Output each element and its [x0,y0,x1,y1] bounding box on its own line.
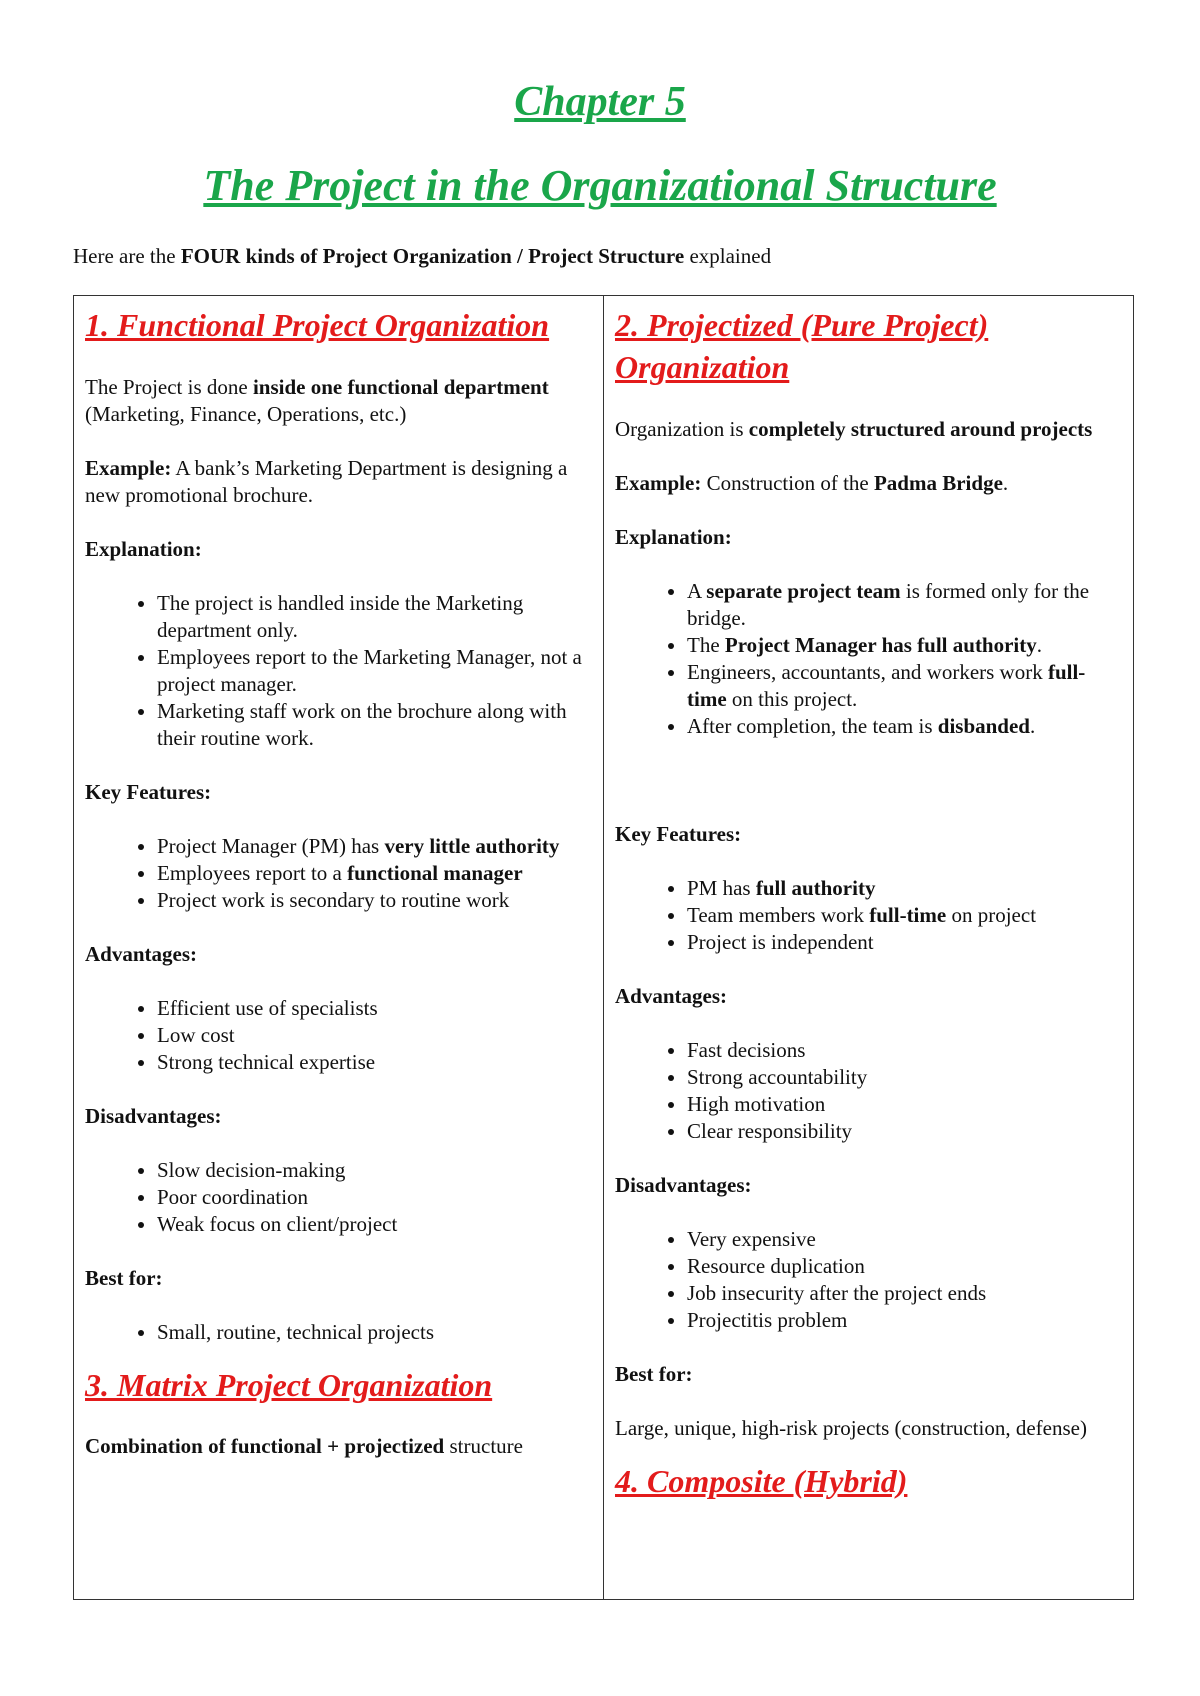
item-text: A [687,579,707,603]
item-text: . [1036,633,1043,657]
features-label-text: Key Features: [615,822,742,846]
matrix-description [85,1433,592,1460]
list-item: • Job insecurity after the project ends [687,1280,1122,1307]
matrix-desc-text: structure [444,1434,523,1458]
list-item [687,875,1122,902]
list-item: • Resource duplication [687,1253,1122,1280]
example-label: Example: [85,456,172,480]
list-item: • Very expensive [687,1226,1122,1253]
desc-part: The Project is done [85,375,253,399]
list-item [687,902,1122,929]
example-text: Construction of the [701,471,874,495]
projectized-bestfor: Large, unique, high-risk projects (construction, defense) [615,1416,1087,1440]
intro-suffix: explained [684,244,772,268]
item-text: After completion, the team is [687,714,938,738]
explanation-label-text: Explanation: [615,525,732,549]
list-item [157,860,592,887]
list-item: • Low cost [157,1022,592,1049]
projectized-description [615,416,1122,443]
item-text: on project [946,903,1037,927]
composite-heading: 4. Composite (Hybrid) [615,1463,908,1499]
left-column [74,296,604,1600]
chapter-title: Chapter 5 [514,79,686,125]
functional-features-list [85,833,592,914]
list-item [687,632,1122,659]
features-label [615,821,1122,848]
list-item: • Poor coordination [157,1184,592,1211]
item-text: is formed only for the bridge. [687,579,1090,630]
list-item: • Strong accountability [687,1064,1122,1091]
item-text: Team members work [687,903,870,927]
organization-table [73,295,1134,1600]
projectized-heading: 2. Projectized (Pure Project) Organization [615,307,989,385]
matrix-heading: 3. Matrix Project Organization [85,1367,493,1403]
list-item [157,833,592,860]
item-text: PM has [687,876,756,900]
item-text: Project is independent [687,930,874,954]
projectized-explanation-list [615,578,1122,740]
list-item: • Projectitis problem [687,1307,1122,1334]
item-bold: full-time [687,660,1086,711]
item-text: Project work is secondary to routine work [157,888,510,912]
list-item: • Efficient use of specialists [157,995,592,1022]
functional-advantages-list [85,995,592,1076]
item-bold: full-time [869,903,947,927]
item-text: Employees report to a [157,861,348,885]
disadvantages-label-text: Disadvantages: [85,1104,222,1128]
item-bold: Project Manager has full authority [724,633,1037,657]
list-item [157,887,592,914]
functional-explanation-list [85,590,592,752]
item-text: The [687,633,725,657]
item-text: . [1030,714,1036,738]
item-text: Project Manager (PM) has [157,834,385,858]
functional-heading: 1. Functional Project Organization [85,307,550,343]
list-item: • Employees report to the Marketing Manager, not a project manager. [157,644,592,698]
right-column [604,296,1134,1600]
list-item: • Small, routine, technical projects [157,1319,592,1346]
desc-bold: inside one functional department [252,375,549,399]
projectized-example [615,470,1122,497]
projectized-features-list [615,875,1122,956]
item-bold: separate project team [706,579,901,603]
functional-bestfor-list [85,1319,592,1346]
bestfor-label-text: Best for: [85,1266,163,1290]
projectized-disadvantages-list [615,1226,1122,1334]
desc-part: Organization is [615,417,749,441]
example-end: . [1002,471,1009,495]
projectized-advantages-list [615,1037,1122,1145]
desc-part: (Marketing, Finance, Operations, etc.) [85,402,407,426]
bestfor-label-text: Best for: [615,1362,693,1386]
list-item: • Fast decisions [687,1037,1122,1064]
disadvantages-label-text: Disadvantages: [615,1173,752,1197]
functional-description [85,374,592,428]
list-item [687,578,1122,632]
explanation-label [615,524,1122,551]
bestfor-label [615,1361,1122,1388]
list-item: • Slow decision-making [157,1157,592,1184]
example-label: Example: [615,471,702,495]
example-bold: Padma Bridge [873,471,1003,495]
list-item [687,929,1122,956]
explanation-label-text: Explanation: [85,537,202,561]
explanation-label [85,536,592,563]
intro-bold: FOUR kinds of Project Organization / Project Structure [180,244,685,268]
list-item [687,659,1122,713]
intro-text [73,244,771,269]
desc-bold: completely structured around projects [748,417,1093,441]
item-bold: disbanded [937,714,1030,738]
bestfor-label [85,1265,592,1292]
advantages-label-text: Advantages: [615,984,728,1008]
list-item: • The project is handled inside the Marketing department only. [157,590,592,644]
features-label-text: Key Features: [85,780,212,804]
item-bold: functional manager [347,861,523,885]
page-title: The Project in the Organizational Structure [203,161,997,210]
advantages-label [85,941,592,968]
intro-prefix: Here are the [73,244,181,268]
item-text: Engineers, accountants, and workers work [687,660,1048,684]
matrix-desc-bold: Combination of functional + projectized [85,1434,445,1458]
list-item: • High motivation [687,1091,1122,1118]
list-item: • Weak focus on client/project [157,1211,592,1238]
list-item: • Clear responsibility [687,1118,1122,1145]
item-bold: full authority [755,876,876,900]
advantages-label [615,983,1122,1010]
list-item [687,713,1122,740]
functional-example [85,455,592,509]
disadvantages-label [615,1172,1122,1199]
item-bold: very little authority [384,834,560,858]
advantages-label-text: Advantages: [85,942,198,966]
list-item: • Marketing staff work on the brochure along with their routine work. [157,698,592,752]
features-label [85,779,592,806]
disadvantages-label [85,1103,592,1130]
example-text: A bank’s Marketing Department is designing a new promotional brochure. [85,456,568,507]
functional-disadvantages-list [85,1157,592,1238]
item-text: on this project. [726,687,858,711]
list-item: • Strong technical expertise [157,1049,592,1076]
